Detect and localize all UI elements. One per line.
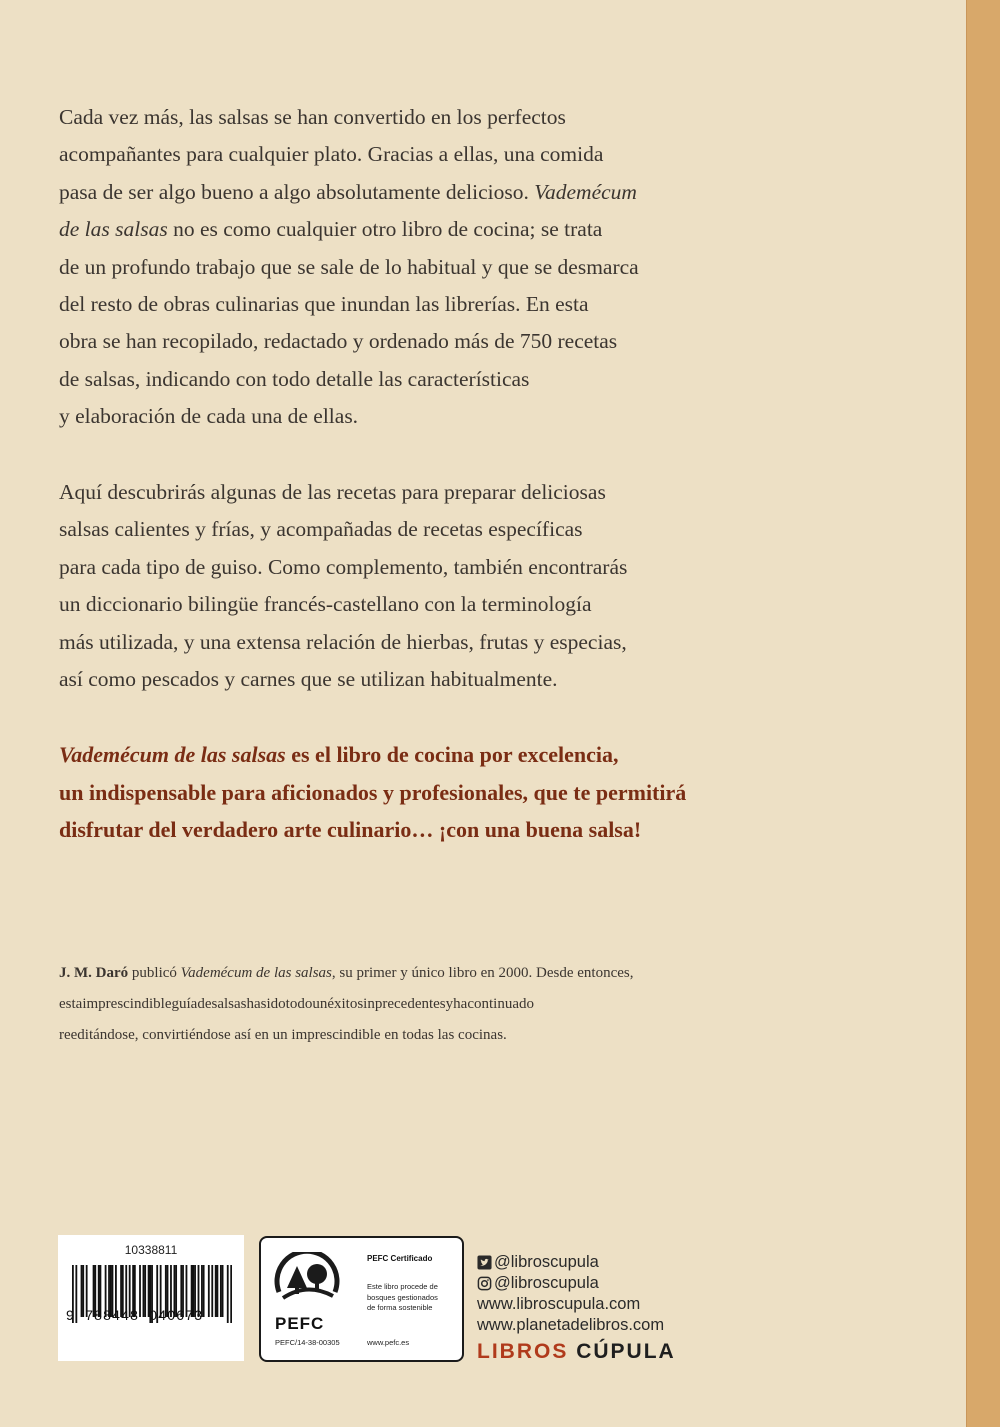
highlight-paragraph bbox=[59, 736, 686, 849]
text-line: y elaboración de cada una de ellas. bbox=[59, 404, 359, 429]
isbn-barcode bbox=[58, 1235, 244, 1361]
bio-word: precedentes bbox=[374, 996, 446, 1012]
website-link[interactable]: www.libroscupula.com bbox=[477, 1295, 641, 1313]
text-line: acompañantes para cualquier plato. Gracias a ellas, una comida bbox=[59, 142, 604, 167]
bio-word: éxito bbox=[327, 996, 358, 1012]
text-line: Vademécum de las salsas es el libro de cocina por excelencia, bbox=[59, 742, 619, 767]
author-bio bbox=[59, 958, 679, 1051]
barcode-bar bbox=[211, 1265, 213, 1317]
bio-word: y bbox=[445, 996, 454, 1012]
book-spine bbox=[966, 0, 1000, 1427]
bio-word: de bbox=[197, 996, 212, 1012]
barcode-bar bbox=[230, 1265, 232, 1323]
book-title-italic: Vademécum de las salsas bbox=[59, 742, 286, 767]
bio-word: salsas bbox=[211, 996, 247, 1012]
barcode-bar bbox=[227, 1265, 229, 1323]
pefc-url: www.pefc.es bbox=[367, 1338, 410, 1347]
pefc-logo-icon bbox=[273, 1252, 341, 1312]
text-line: J. M. Daró publicó Vademécum de las salsas, su primer y único libro en 2000. Desde entonces, bbox=[59, 965, 634, 981]
text-line: de salsas, indicando con todo detalle las características bbox=[59, 366, 530, 391]
website-link[interactable]: www.planetadelibros.com bbox=[477, 1316, 665, 1334]
pefc-description: Este libro procede de bosques gestionados de forma sostenible bbox=[367, 1282, 438, 1312]
isbn-number: 9 788448 040673 bbox=[66, 1307, 204, 1323]
bio-word: guía bbox=[171, 996, 198, 1012]
pefc-title: PEFC Certificado bbox=[367, 1254, 433, 1263]
bio-word: esta bbox=[59, 996, 83, 1012]
text-line: de las salsas no es como cualquier otro libro de cocina; se trata bbox=[59, 217, 603, 242]
synopsis-paragraph-2 bbox=[59, 474, 627, 698]
bio-word: ha bbox=[246, 996, 261, 1012]
barcode-reference-number: 10338811 bbox=[124, 1243, 178, 1257]
text-line: más utilizada, y una extensa relación de hierbas, frutas y especias, bbox=[59, 629, 627, 654]
synopsis-paragraph-1 bbox=[59, 99, 639, 436]
author-name: J. M. Daró bbox=[59, 965, 129, 981]
pefc-logo-text: PEFC bbox=[275, 1314, 325, 1333]
text-line: así como pescados y carnes que se utilizan habitualmente. bbox=[59, 667, 558, 692]
barcode-bar bbox=[220, 1265, 222, 1317]
bio-word: continuado bbox=[467, 996, 534, 1012]
pefc-code: PEFC/14-38-00305 bbox=[275, 1338, 340, 1347]
bio-word: un bbox=[312, 996, 328, 1012]
text-line: para cada tipo de guiso. Como complemento, también encontrarás bbox=[59, 554, 628, 579]
book-title-italic: Vademécum bbox=[534, 179, 637, 204]
pefc-certification-box bbox=[259, 1236, 464, 1362]
instagram-contact[interactable]: @libroscupula bbox=[477, 1273, 664, 1294]
publisher-logo: LIBROS CÚPULA bbox=[477, 1340, 676, 1363]
bio-word: imprescindible bbox=[82, 996, 172, 1012]
text-line bbox=[59, 989, 677, 1020]
book-title-italic: Vademécum de las salsas bbox=[180, 965, 332, 981]
text-line: reeditándose, convirtiéndose así en un imprescindible en todas las cocinas. bbox=[59, 1027, 507, 1043]
text-line: disfrutar del verdadero arte culinario… ¡con una buena salsa! bbox=[59, 817, 642, 842]
barcode-bar bbox=[217, 1265, 219, 1317]
text-line: obra se han recopilado, redactado y ordenado más de 750 recetas bbox=[59, 329, 618, 354]
twitter-contact[interactable]: @libroscupula bbox=[477, 1252, 664, 1273]
publisher-contacts bbox=[477, 1252, 664, 1336]
bio-word: ha bbox=[453, 996, 468, 1012]
text-line: salsas calientes y frías, y acompañadas de recetas específicas bbox=[59, 517, 583, 542]
text-line: del resto de obras culinarias que inundan las librerías. En esta bbox=[59, 292, 589, 317]
bio-word: sido bbox=[260, 996, 286, 1012]
barcode-bar bbox=[208, 1265, 210, 1317]
twitter-icon bbox=[477, 1255, 492, 1270]
instagram-icon bbox=[477, 1276, 492, 1291]
bio-word: sin bbox=[357, 996, 375, 1012]
book-title-italic: de las salsas bbox=[59, 217, 168, 242]
text-line: un diccionario bilingüe francés-castellano con la terminología bbox=[59, 592, 592, 617]
barcode-bar bbox=[222, 1265, 224, 1317]
barcode-bar bbox=[215, 1265, 217, 1317]
bio-word: todo bbox=[285, 996, 313, 1012]
text-line: un indispensable para aficionados y profesionales, que te permitirá bbox=[59, 779, 687, 805]
text-line: Aquí descubrirás algunas de las recetas para preparar deliciosas bbox=[59, 480, 606, 504]
text-line: Cada vez más, las salsas se han convertido en los perfectos bbox=[59, 105, 566, 129]
text-line: de un profundo trabajo que se sale de lo habitual y que se desmarca bbox=[59, 254, 639, 279]
text-line: pasa de ser algo bueno a algo absolutamente delicioso. Vademécum bbox=[59, 179, 637, 204]
